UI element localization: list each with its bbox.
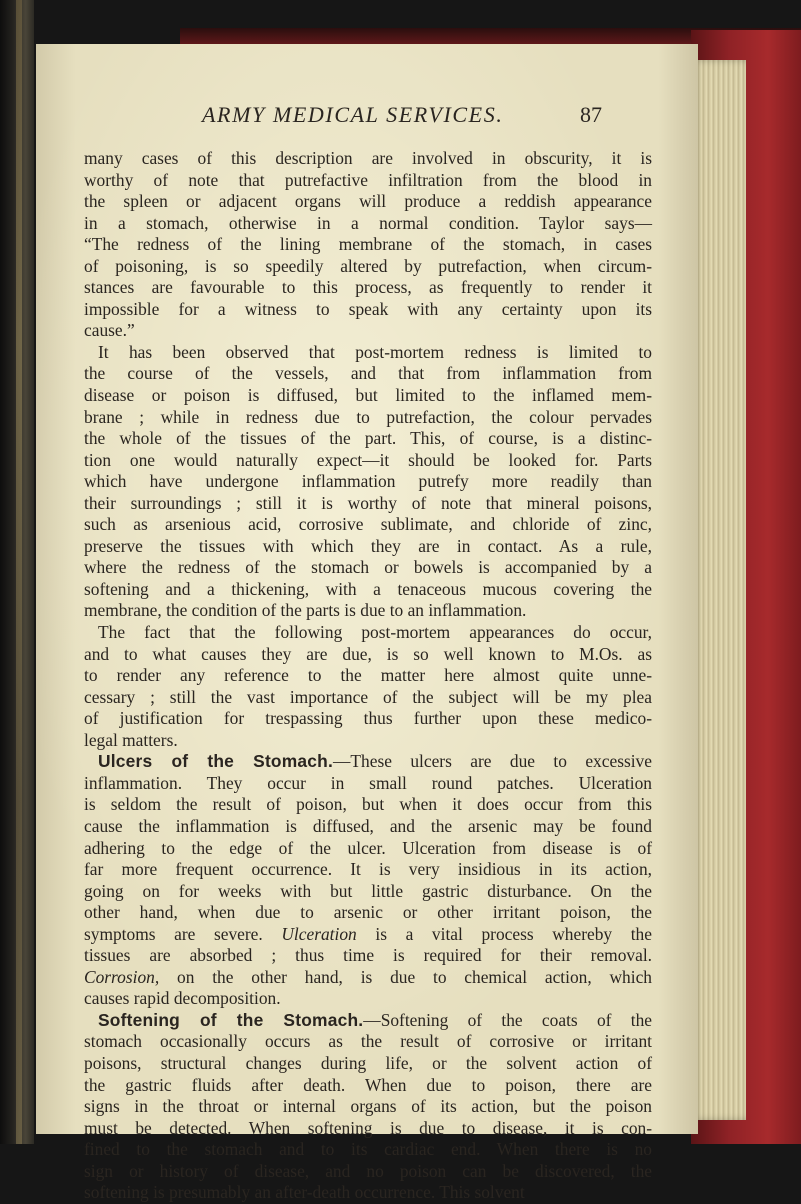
text-run: is a vital process whereby the <box>375 923 652 944</box>
text-line: the gastric fluids after death. When due to poison, there are <box>84 1074 652 1095</box>
text-line: membrane, the condition of the parts is due to an inflammation. <box>84 600 527 621</box>
text-line: other hand, when due to arsenic or other irritant poison, the <box>84 902 652 923</box>
text-line: tissues are absorbed ; thus time is required for their removal. <box>84 945 652 966</box>
text-run: Softening of the coats of the <box>380 1009 652 1030</box>
text-line: “The redness of the lining membrane of the stomach, in cases <box>84 234 652 255</box>
section-heading-ulcers: Ulcers of the Stomach. <box>98 751 334 772</box>
text-line: which have undergone inflammation putrefy more readily than <box>84 471 652 492</box>
text-line: adhering to the edge of the ulcer. Ulceration from disease is of <box>84 837 652 858</box>
text-line: must be detected. When softening is due to disease, it is con- <box>84 1117 652 1138</box>
em-dash: — <box>333 751 351 772</box>
italic-term-corrosion: Corrosion, <box>84 966 160 987</box>
text-line: many cases of this description are involved in obscurity, it is <box>84 148 652 168</box>
text-line: far more frequent occurrence. It is very insidious in its action, <box>84 859 652 880</box>
text-line: cause.” <box>84 320 135 341</box>
text-line: stances are favourable to this process, as frequently to render it <box>84 277 652 298</box>
text-line: in a stomach, otherwise in a normal condition. Taylor says— <box>84 212 652 233</box>
page-number: 87 <box>580 102 602 127</box>
italic-term-ulceration: Ulceration <box>281 923 357 944</box>
text-line: their surroundings ; still it is worthy of note that mineral poisons, <box>84 492 652 513</box>
text-line: softening and a thickening, with a tenaceous mucous covering the <box>84 578 652 599</box>
text-line: cessary ; still the vast importance of the subject will be my plea <box>84 686 652 707</box>
text-line: and to what causes they are due, is so well known to M.Os. as <box>84 643 652 664</box>
text-line: signs in the throat or internal organs of its action, but the poison <box>84 1096 652 1117</box>
text-line: such as arsenious acid, corrosive sublimate, and chloride of zinc, <box>84 514 652 535</box>
text-line <box>84 967 652 989</box>
page <box>36 44 698 1203</box>
text-line: where the redness of the stomach or bowels is accompanied by a <box>84 557 652 578</box>
text-line: tion one would naturally expect—it should be looked for. Parts <box>84 449 652 470</box>
text-line: of justification for trespassing thus further upon these medico- <box>84 708 652 729</box>
body-text <box>84 148 652 1204</box>
text-line: the whole of the tissues of the part. This, of course, is a distinc- <box>84 428 652 449</box>
text-line: stomach occasionally occurs as the result of corrosive or irritant <box>84 1031 652 1052</box>
text-line: the course of the vessels, and that from inflammation from <box>84 363 652 384</box>
text-line: softening is presumably an after-death occurrence. This solvent <box>84 1182 525 1203</box>
text-line: preserve the tissues with which they are in contact. As a rule, <box>84 535 652 556</box>
text-line: cause the inflammation is diffused, and the arsenic may be found <box>84 815 652 836</box>
text-line: is seldom the result of poison, but when it does occur from this <box>84 794 652 815</box>
page-header <box>36 102 698 132</box>
text-line: fined to the stomach and to its cardiac end. When there is no <box>84 1139 652 1160</box>
text-line: sign or history of disease, and no poison can be discovered, the <box>84 1160 652 1181</box>
text-run: symptoms are severe. <box>84 923 263 944</box>
text-line <box>84 1010 652 1032</box>
text-line: to render any reference to the matter here almost quite unne- <box>84 665 652 686</box>
text-line: of poisoning, is so speedily altered by putrefaction, when circum- <box>84 255 652 276</box>
spine-strip <box>16 0 22 1144</box>
text-line <box>84 924 652 946</box>
text-line: causes rapid decomposition. <box>84 988 281 1009</box>
text-line: It has been observed that post-mortem redness is limited to <box>98 341 652 362</box>
section-heading-softening: Softening of the Stomach. <box>98 1009 364 1030</box>
text-line: going on for weeks with but little gastric disturbance. On the <box>84 880 652 901</box>
em-dash: — <box>363 1009 381 1030</box>
text-line: The fact that the following post-mortem appearances do occur, <box>98 622 652 643</box>
text-run: These ulcers are due to excessive <box>350 751 652 772</box>
text-line: inflammation. They occur in small round patches. Ulceration <box>84 772 652 793</box>
text-line <box>84 751 652 773</box>
text-line: poisons, structural changes during life, or the solvent action of <box>84 1052 652 1073</box>
text-run: on the other hand, is due to chemical action, which <box>177 966 652 987</box>
text-line: disease or poison is diffused, but limited to the inflamed mem- <box>84 385 652 406</box>
text-line: impossible for a witness to speak with any certainty upon its <box>84 298 652 319</box>
stacked-page-edges <box>690 60 746 1120</box>
text-line: worthy of note that putrefactive infiltration from the blood in <box>84 169 652 190</box>
running-head: ARMY MEDICAL SERVICES. <box>202 102 504 127</box>
text-line: brane ; while in redness due to putrefaction, the colour pervades <box>84 406 652 427</box>
text-line: legal matters. <box>84 729 178 750</box>
text-line: the spleen or adjacent organs will produce a reddish appearance <box>84 191 652 212</box>
